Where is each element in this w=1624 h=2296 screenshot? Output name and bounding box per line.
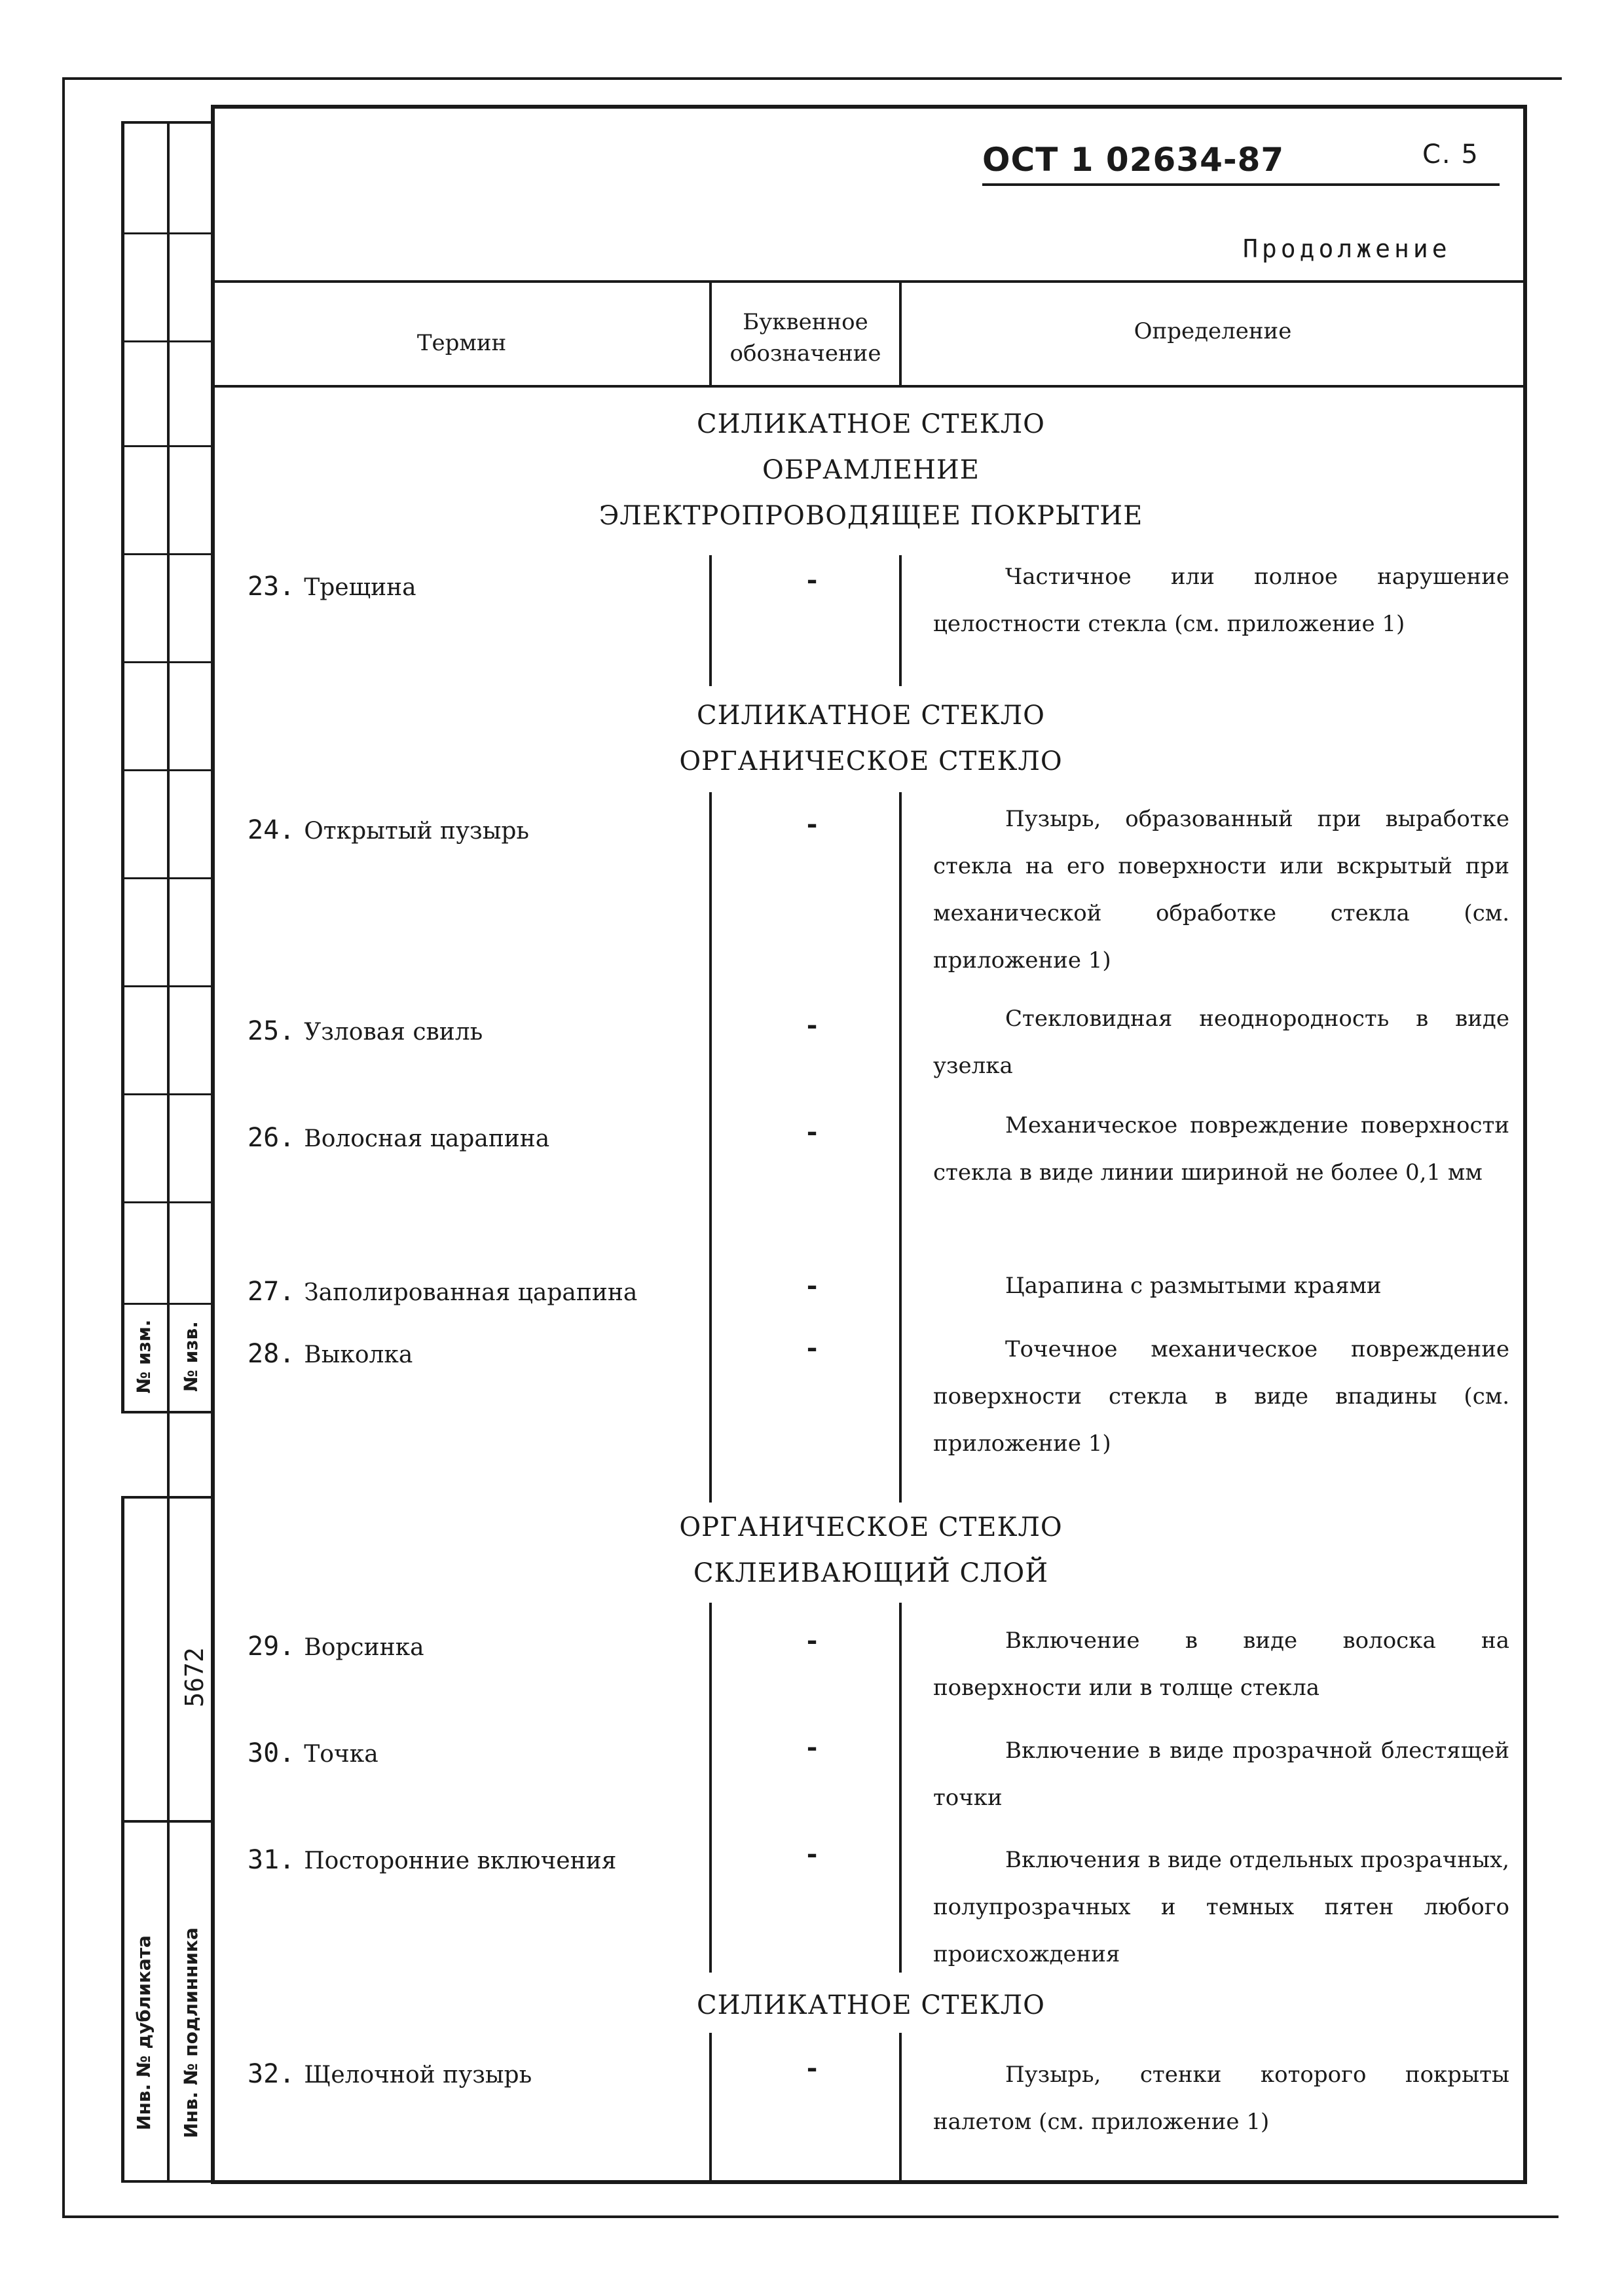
section-heading: ОРГАНИЧЕСКОЕ СТЕКЛО [679, 1512, 1063, 1542]
header-term: Термин [416, 330, 507, 356]
term-text: Выколка [304, 1341, 413, 1368]
term-number: 23. [248, 572, 295, 602]
outer-frame-bottom [62, 2215, 1559, 2218]
term-text: Узловая свиль [304, 1019, 483, 1046]
strip-cell-divider [121, 769, 213, 771]
col-divider-segment [899, 792, 902, 1503]
table-row-term [248, 572, 416, 602]
definition-cell: Включения в виде отдельных прозрачных, полупрозрачных и темных пятен любого происхождения [933, 1847, 1509, 1967]
strip-mid-divider [167, 121, 170, 2180]
document-number: ОСТ 1 02634-87 [982, 141, 1285, 179]
term-text: Точка [304, 1741, 378, 1768]
strip-cell-divider [121, 553, 213, 555]
frame-bottom [211, 2180, 1527, 2184]
term-number: 29. [248, 1631, 295, 1662]
symbol-cell: - [806, 564, 818, 595]
strip-label-change-no: № изм. [133, 1319, 155, 1394]
term-text: Заполированная царапина [304, 1279, 638, 1306]
term-number: 30. [248, 1738, 295, 1768]
section-heading: СКЛЕИВАЮЩИЙ СЛОЙ [693, 1558, 1049, 1588]
strip-cell-divider [121, 877, 213, 879]
strip-left-border-lower [121, 1496, 124, 2180]
term-text: Волосная царапина [304, 1125, 550, 1152]
table-row-term [248, 1631, 424, 1662]
symbol-cell: - [806, 1270, 818, 1301]
table-row-term [248, 2059, 532, 2089]
definition-cell: Механическое повреждение поверхности стекла в виде линии шириной не более 0,1 мм [933, 1112, 1509, 1186]
header-top-line [211, 280, 1527, 283]
frame-left [211, 105, 215, 2184]
symbol-cell: - [806, 809, 818, 839]
term-text: Открытый пузырь [304, 818, 529, 845]
strip-top-border [121, 121, 213, 124]
term-number: 24. [248, 815, 295, 845]
strip-cell-divider [121, 1201, 213, 1203]
frame-top [211, 105, 1527, 109]
col-divider-segment [709, 2033, 712, 2183]
strip-label-inv-duplicate: Инв. № дубликата [133, 1935, 155, 2130]
outer-frame-left [62, 77, 65, 2218]
strip-bottom-upper [121, 1411, 213, 1413]
outer-frame-top [62, 77, 1562, 80]
section-heading: СИЛИКАТНОЕ СТЕКЛО [697, 1990, 1045, 2020]
header-symbol-line1: Буквенное [743, 309, 868, 335]
col-divider-segment [899, 1603, 902, 1973]
strip-top-lower [121, 1496, 213, 1499]
col-divider-segment [709, 555, 712, 686]
strip-left-border [121, 121, 124, 1411]
symbol-cell: - [806, 1116, 818, 1147]
header-definition: Определение [1134, 318, 1292, 344]
header-symbol-line2: обозначение [729, 340, 881, 367]
definition-cell: Пузырь, стенки которого покрыты налетом (см. приложение 1) [933, 2062, 1509, 2135]
term-number: 27. [248, 1277, 295, 1307]
term-text: Ворсинка [304, 1634, 424, 1661]
term-number: 26. [248, 1123, 295, 1153]
col-divider-segment [709, 792, 712, 1503]
term-text: Щелочной пузырь [304, 2062, 532, 2088]
table-row-term [248, 1016, 483, 1046]
definition-cell: Частичное или полное нарушение целостности стекла (см. приложение 1) [933, 564, 1509, 637]
term-text: Трещина [304, 574, 416, 601]
symbol-cell: - [806, 1625, 818, 1656]
table-row-term [248, 1738, 378, 1768]
symbol-cell: - [806, 1332, 818, 1363]
strip-cell-divider [121, 340, 213, 342]
definition-cell: Включение в виде волоска на поверхности или в толще стекла [933, 1628, 1509, 1701]
strip-cell-divider [121, 232, 213, 234]
strip-cell-divider [121, 1303, 213, 1305]
strip-cell-divider [121, 1093, 213, 1095]
term-number: 32. [248, 2059, 295, 2089]
strip-cell-divider [121, 445, 213, 447]
term-number: 31. [248, 1845, 295, 1875]
continuation-label: Продолжение [1243, 234, 1451, 263]
section-heading: ЭЛЕКТРОПРОВОДЯЩЕЕ ПОКРЫТИЕ [599, 501, 1143, 531]
strip-cell-divider [121, 661, 213, 663]
strip-label-inv-original: Инв. № подлинника [180, 1927, 202, 2138]
strip-label-notice-no: № изв. [180, 1321, 202, 1392]
definition-cell: Пузырь, образованный при выработке стекла на его поверхности или вскрытый при механической обработке стекла (см. приложение 1) [933, 806, 1509, 974]
section-heading: СИЛИКАТНОЕ СТЕКЛО [697, 701, 1045, 731]
term-number: 28. [248, 1339, 295, 1369]
table-row-term [248, 815, 529, 845]
table-row-term [248, 1339, 413, 1369]
strip-cell-divider [121, 985, 213, 987]
symbol-cell: - [806, 2052, 818, 2083]
table-row-term [248, 1123, 549, 1153]
definition-cell: Стекловидная неоднородность в виде узелка [933, 1006, 1509, 1079]
table-row-term [248, 1845, 616, 1875]
symbol-cell: - [806, 1838, 818, 1869]
term-text: Посторонние включения [304, 1848, 617, 1874]
header-bottom-line [211, 385, 1527, 388]
col-divider-segment [709, 1603, 712, 1973]
definition-cell: Включение в виде прозрачной блестящей точки [933, 1738, 1509, 1811]
definition-cell: Точечное механическое повреждение поверхности стекла в виде впадины (см. приложение 1) [933, 1336, 1509, 1457]
section-heading: ОРГАНИЧЕСКОЕ СТЕКЛО [679, 746, 1063, 776]
table-row-term [248, 1277, 637, 1307]
strip-separator [121, 1820, 213, 1823]
definition-cell: Царапина с размытыми краями [1005, 1273, 1382, 1299]
term-number: 25. [248, 1016, 295, 1046]
page-number: С. 5 [1422, 139, 1479, 170]
strip-bottom-lower [121, 2180, 213, 2183]
symbol-cell: - [806, 1010, 818, 1040]
section-heading: ОБРАМЛЕНИЕ [762, 455, 980, 485]
symbol-cell: - [806, 1732, 818, 1762]
section-heading: СИЛИКАТНОЕ СТЕКЛО [697, 409, 1045, 439]
document-number-underline [982, 183, 1500, 186]
strip-inv-original-value: 5672 [180, 1647, 209, 1707]
